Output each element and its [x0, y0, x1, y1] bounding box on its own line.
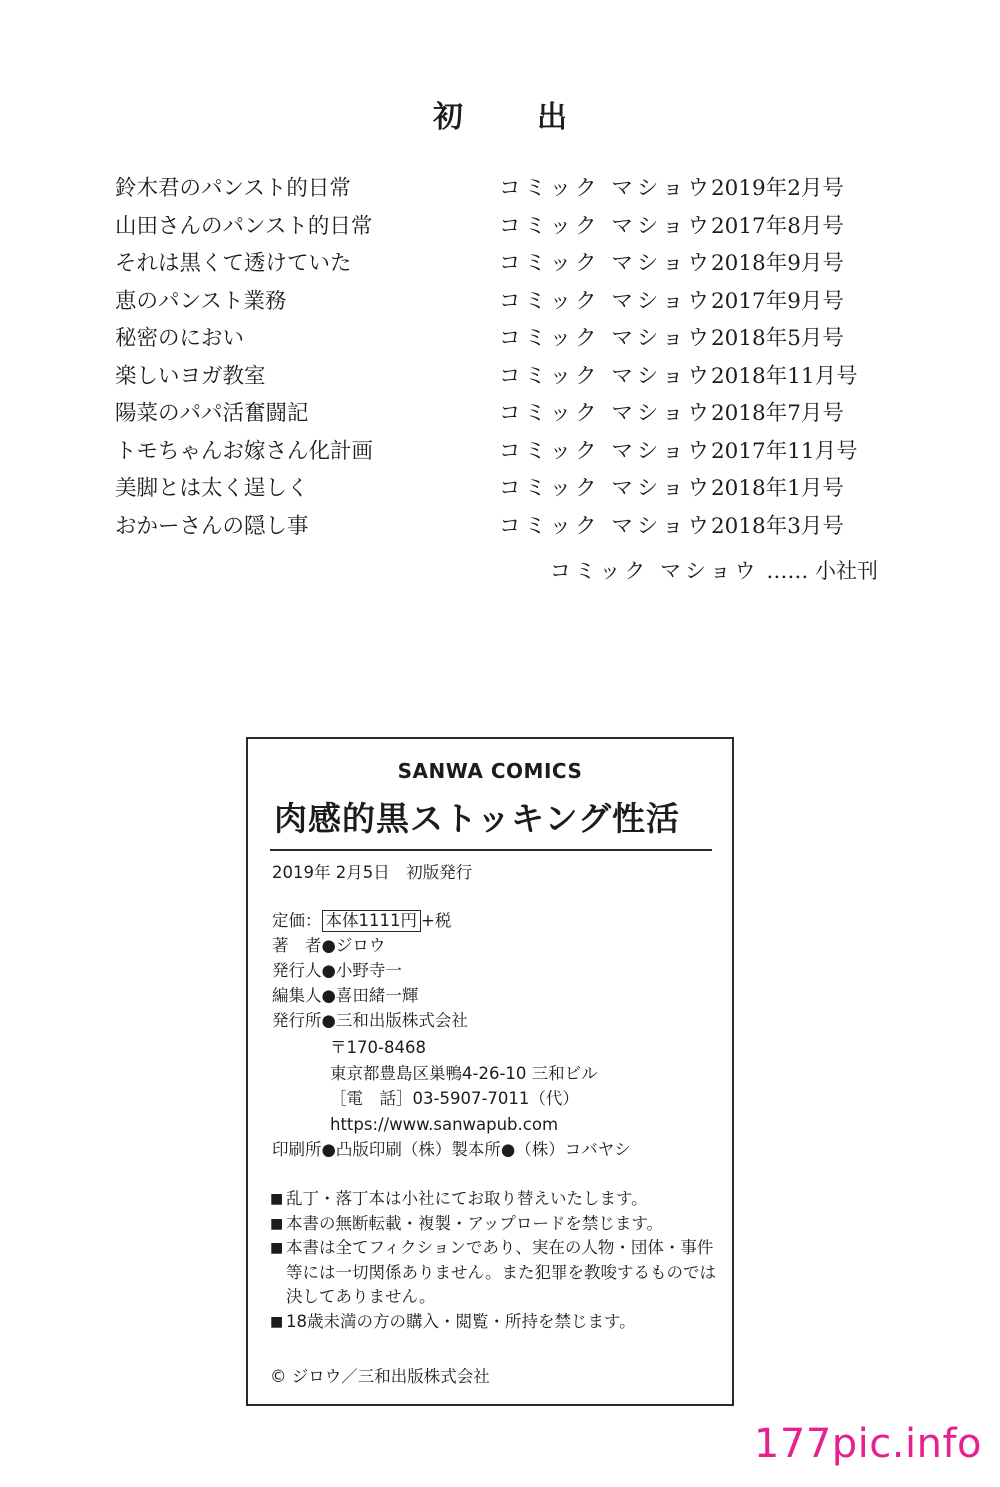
- magazine-name: コミック マショウ: [499, 363, 713, 389]
- issuer-line: 発行人●小野寺一: [272, 961, 402, 980]
- printing-line: 印刷所●凸版印刷（株）製本所●（株）コバヤシ: [272, 1140, 631, 1159]
- list-item: [115, 208, 875, 246]
- issue-date: 2017年8月号: [711, 213, 844, 239]
- copyright: © ジロウ／三和出版株式会社: [270, 1367, 490, 1386]
- story-title: 鈴木君のパンスト的日常: [115, 176, 351, 201]
- issue-date: 2018年1月号: [711, 476, 844, 501]
- notice-text: 乱丁・落丁本は小社にてお取り替えいたします。: [286, 1189, 648, 1208]
- list-item: [115, 283, 875, 321]
- list-item: [115, 170, 875, 208]
- notice-bullet-icon: ■: [270, 1215, 284, 1232]
- issue-date: 2017年11月号: [711, 438, 858, 464]
- issue-date: 2018年11月号: [711, 363, 858, 389]
- publisher-note: [550, 553, 878, 589]
- issue-date: 2017年9月号: [711, 288, 844, 314]
- notice-bullet-icon: ■: [270, 1313, 284, 1330]
- list-item: [115, 320, 875, 358]
- price-tax: +税: [421, 911, 452, 930]
- magazine-name: コミック マショウ: [499, 476, 713, 501]
- notices: [270, 1187, 720, 1334]
- website: https://www.sanwapub.com: [330, 1115, 559, 1134]
- address: 東京都豊島区巣鴨4-26-10 三和ビル: [330, 1064, 598, 1083]
- notice-item: [270, 1187, 720, 1212]
- story-title: 山田さんのパンスト的日常: [115, 213, 373, 239]
- magazine-name: コミック マショウ: [499, 401, 713, 426]
- phone: ［電 話］03-5907-7011（代）: [330, 1089, 579, 1108]
- issue-date: 2018年7月号: [711, 401, 844, 426]
- notice-bullet-icon: ■: [270, 1240, 284, 1256]
- list-item: [115, 470, 875, 508]
- edition-date: 2019年 2月5日 初版発行: [272, 863, 473, 882]
- notice-item: [270, 1212, 720, 1237]
- notice-bullet-icon: ■: [270, 1191, 284, 1207]
- list-item: [115, 245, 875, 283]
- magazine-name: コミック マショウ: [499, 251, 713, 276]
- publisher-note-publisher: 小社刊: [815, 559, 878, 583]
- title-divider: [270, 849, 712, 851]
- magazine-name: コミック マショウ: [499, 513, 713, 539]
- story-title: 恵のパンスト業務: [115, 288, 287, 314]
- magazine-name: コミック マショウ: [499, 288, 713, 314]
- list-item: [115, 395, 875, 433]
- postal-code: 〒170-8468: [330, 1038, 426, 1057]
- story-title: 美脚とは太く逞しく: [115, 476, 309, 501]
- price-value: 本体1111円: [322, 910, 422, 932]
- issue-date: 2018年9月号: [711, 251, 844, 276]
- series-label: SANWA COMICS: [397, 759, 583, 783]
- publisher-line: 発行所●三和出版株式会社: [272, 1011, 468, 1030]
- first-appearance-heading: 初 出: [433, 100, 589, 135]
- magazine-name: コミック マショウ: [499, 213, 713, 239]
- publisher-note-separator: ……: [766, 559, 809, 583]
- list-item: [115, 433, 875, 471]
- issue-date: 2018年3月号: [711, 513, 844, 539]
- author-line: 著 者●ジロウ: [272, 936, 386, 955]
- notice-item: [270, 1310, 720, 1335]
- magazine-name: コミック マショウ: [499, 326, 713, 351]
- book-title: 肉感的黒ストッキング性活: [274, 799, 681, 838]
- magazine-name: コミック マショウ: [499, 438, 713, 464]
- story-title: 秘密のにおい: [115, 326, 245, 351]
- price-label: 定価：: [272, 911, 322, 930]
- story-title: トモちゃんお嫁さん化計画: [115, 438, 374, 464]
- issue-date: 2019年2月号: [711, 176, 844, 201]
- publisher-note-magazine: コミック マショウ: [549, 559, 760, 583]
- colophon-box: [246, 737, 734, 1406]
- watermark: 177pic.info: [753, 1421, 982, 1467]
- notice-text: 本書の無断転載・複製・アップロードを禁じます。: [286, 1213, 664, 1233]
- notice-text: 18歳未満の方の購入・閲覧・所持を禁じます。: [286, 1311, 636, 1331]
- list-item: [115, 358, 875, 396]
- magazine-name: コミック マショウ: [499, 176, 713, 201]
- notice-item: [270, 1236, 720, 1310]
- story-title: それは黒くて透けていた: [115, 251, 352, 276]
- notice-text: 本書は全てフィクションであり、実在の人物・団体・事件等には一切関係ありません。また犯罪を教唆するものでは決してありません。: [286, 1238, 716, 1306]
- issue-date: 2018年5月号: [711, 326, 844, 351]
- story-title: おかーさんの隠し事: [115, 513, 309, 539]
- first-appearance-list: [115, 170, 875, 545]
- price-line: [272, 909, 451, 933]
- story-title: 陽菜のパパ活奮闘記: [115, 401, 309, 426]
- editor-line: 編集人●喜田緒一輝: [272, 986, 419, 1005]
- list-item: [115, 508, 875, 546]
- story-title: 楽しいヨガ教室: [115, 363, 266, 389]
